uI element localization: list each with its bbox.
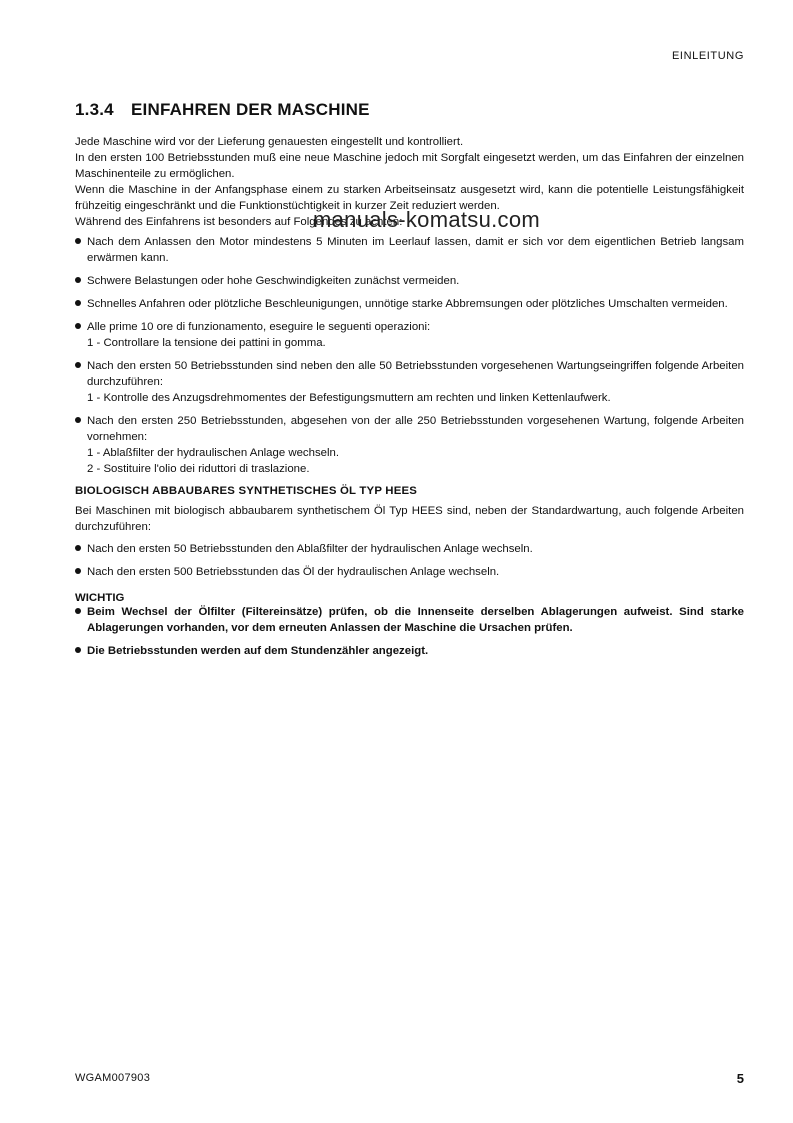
bullet-icon <box>75 323 81 329</box>
list-item: Beim Wechsel der Ölfilter (Filtereinsätze) prüfen, ob die Innenseite derselben Ablagerungen aufweist. Sind starke Ablagerungen vorhanden, vor dem erneuten Anlassen der Maschine die Ursachen prüfen. <box>75 604 744 636</box>
list-item: Nach den ersten 50 Betriebsstunden sind neben den alle 50 Betriebsstunden vorgesehenen Wartungseingriffen folgende Arbeiten durchzuführen: 1 - Kontrolle des Anzugsdrehmomentes der Befestigungsmuttern am rechten und linken Kettenlaufwerk. <box>75 358 744 406</box>
intro-paragraph: Während des Einfahrens ist besonders auf Folgendes zu achten: <box>75 216 403 228</box>
list-sub-item: 1 - Ablaßfilter der hydraulischen Anlage wechseln. <box>87 447 340 459</box>
list-item: Schwere Belastungen oder hohe Geschwindigkeiten zunächst vermeiden. <box>75 273 744 289</box>
list-item: Nach den ersten 500 Betriebsstunden das Öl der hydraulischen Anlage wechseln. <box>75 564 744 580</box>
intro-paragraph: Wenn die Maschine in der Anfangsphase einem zu starken Arbeitseinsatz ausgesetzt wird, kann die potentielle Leistungsfähigkeit frühzeitig eingeschränkt und die Funktionstüchtigkeit in kurzer Zeit reduziert werden. <box>75 184 744 212</box>
break-in-list <box>75 234 744 477</box>
bullet-icon <box>75 647 81 653</box>
bullet-icon <box>75 277 81 283</box>
intro-paragraph: In den ersten 100 Betriebsstunden muß eine neue Maschine jedoch mit Sorgfalt eingesetzt werden, um das Einfahren der einzelnen Maschinenteile zu ermöglichen. <box>75 152 744 180</box>
bio-oil-heading: BIOLOGISCH ABBAUBARES SYNTHETISCHES ÖL TYP HEES <box>75 485 418 497</box>
list-sub-item: 1 - Controllare la tensione dei pattini in gomma. <box>87 337 326 349</box>
section-title <box>75 100 744 120</box>
list-item: Schnelles Anfahren oder plötzliche Beschleunigungen, unnötige starke Abbremsungen oder plötzliches Umschalten vermeiden. <box>75 296 744 312</box>
bio-oil-list <box>75 541 744 580</box>
running-header: EINLEITUNG <box>671 50 744 62</box>
watermark: manuals-komatsu.com <box>313 207 540 232</box>
list-item: Nach dem Anlassen den Motor mindestens 5 Minuten im Leerlauf lassen, damit er sich vor dem eigentlichen Betrieb langsam erwärmen kann. <box>75 234 744 266</box>
list-item: Die Betriebsstunden werden auf dem Stundenzähler angezeigt. <box>75 643 744 659</box>
page-number: 5 <box>736 1071 744 1086</box>
important-list <box>75 604 744 659</box>
bio-oil-paragraph: Bei Maschinen mit biologisch abbaubarem synthetischem Öl Typ HEES sind, neben der Standardwartung, auch folgende Arbeiten durchzuführen: <box>75 505 744 533</box>
bullet-icon <box>75 545 81 551</box>
list-item: Alle prime 10 ore di funzionamento, eseguire le seguenti operazioni: 1 - Controllare la tensione dei pattini in gomma. <box>75 319 744 351</box>
page-content <box>75 100 744 666</box>
bullet-icon <box>75 362 81 368</box>
list-sub-item: 2 - Sostituire l'olio dei riduttori di traslazione. <box>87 463 310 475</box>
important-note <box>75 592 744 659</box>
bullet-icon <box>75 238 81 244</box>
bullet-icon <box>75 300 81 306</box>
bullet-icon <box>75 608 81 614</box>
intro-paragraph: Jede Maschine wird vor der Lieferung genauesten eingestellt und kontrolliert. <box>75 136 464 148</box>
document-code: WGAM007903 <box>75 1072 151 1084</box>
section-title-text: EINFAHREN DER MASCHINE <box>131 100 370 119</box>
bullet-icon <box>75 417 81 423</box>
list-item: Nach den ersten 50 Betriebsstunden den Ablaßfilter der hydraulischen Anlage wechseln. <box>75 541 744 557</box>
section-number: 1.3.4 <box>75 100 114 119</box>
list-item: Nach den ersten 250 Betriebsstunden, abgesehen von der alle 250 Betriebsstunden vorgesehenen Wartung, folgende Arbeiten vornehmen: 1 - Ablaßfilter der hydraulischen Anlage wechseln. 2 - Sostituire l'olio dei riduttori di traslazione. <box>75 413 744 477</box>
bullet-icon <box>75 568 81 574</box>
list-sub-item: 1 - Kontrolle des Anzugsdrehmomentes der Befestigungsmuttern am rechten und linken Kettenlaufwerk. <box>87 392 611 404</box>
important-heading: WICHTIG <box>75 592 125 604</box>
